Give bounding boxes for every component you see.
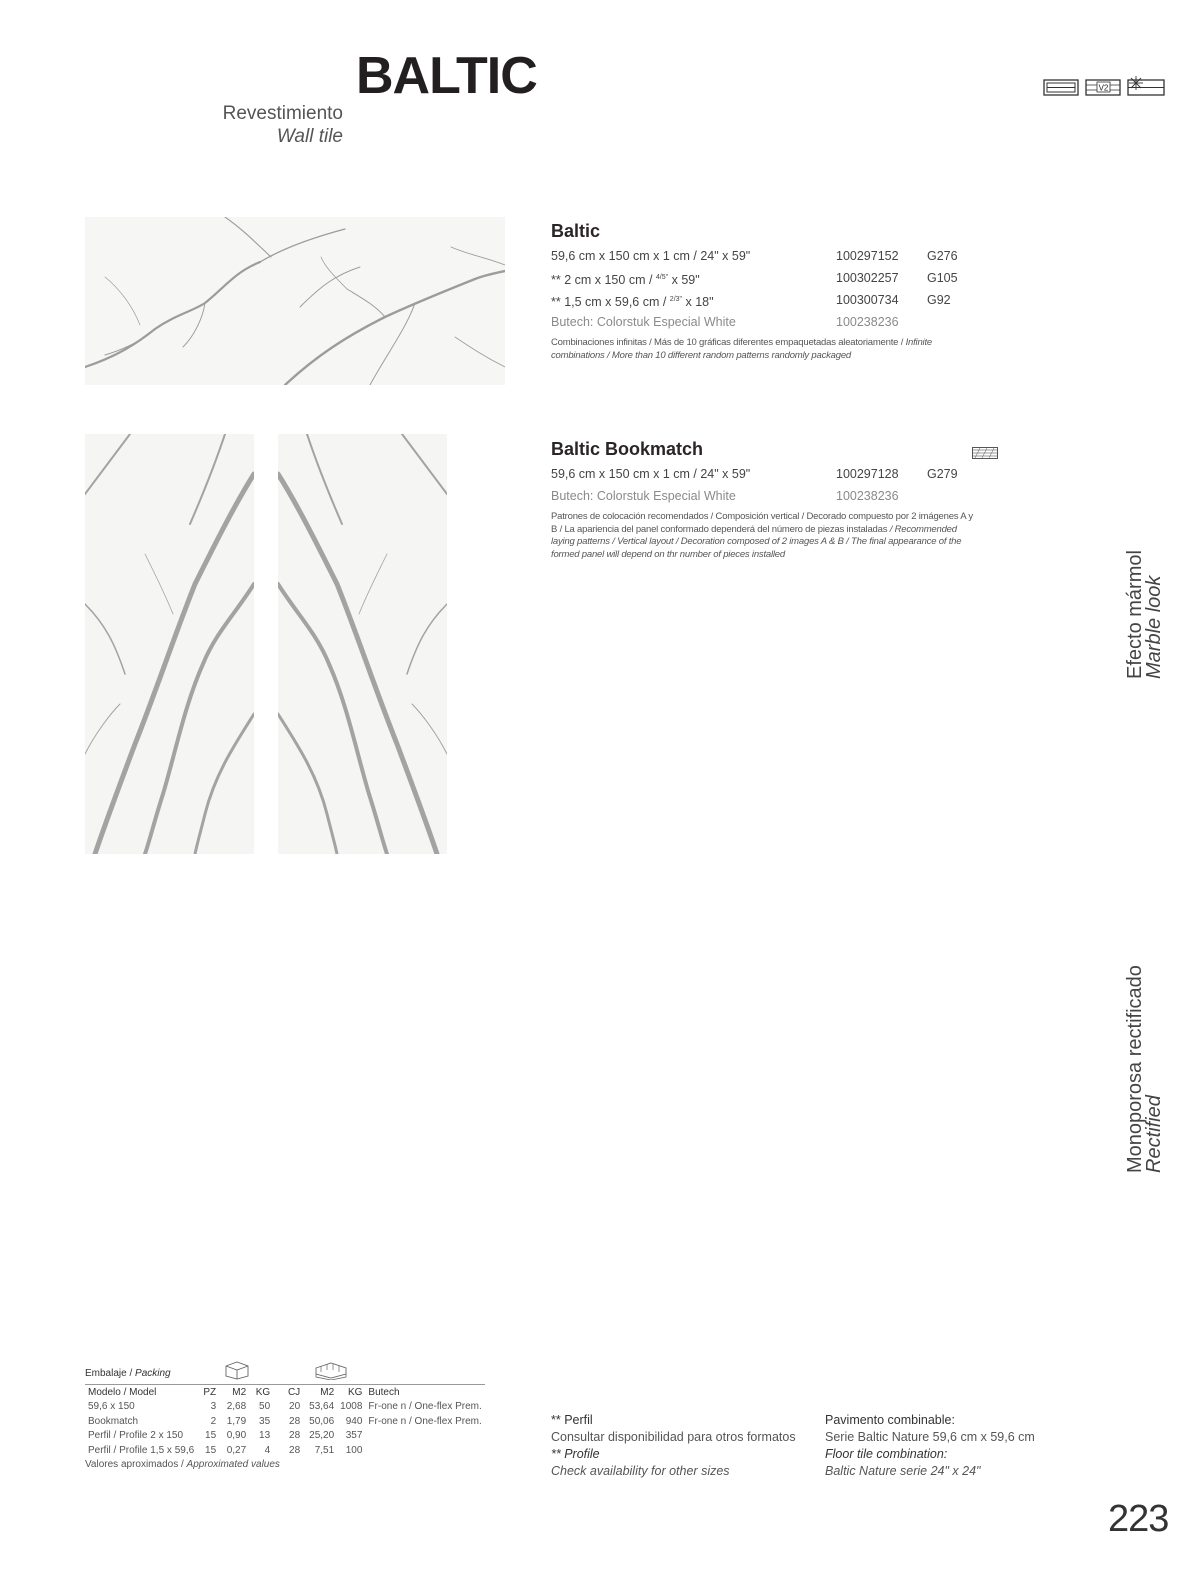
- v2-label: V2: [1098, 83, 1109, 93]
- product-name: Baltic Bookmatch: [551, 439, 704, 459]
- product-code: 100300734: [836, 293, 899, 307]
- wall-tile-icon: [1044, 80, 1078, 95]
- side-label-effect: [1124, 550, 1166, 679]
- type-spanish: Monoporosa rectificado: [1124, 965, 1146, 1173]
- group-code: G92: [927, 293, 951, 307]
- effect-spanish: Efecto mármol: [1124, 550, 1146, 679]
- bookmatch-tile-a-image: [85, 434, 254, 854]
- product-row: [551, 485, 981, 507]
- product-row: [551, 311, 981, 333]
- frost-resistant-icon: [1128, 76, 1164, 95]
- group-code: G105: [927, 271, 958, 285]
- header-m2-box: M2: [303, 1385, 337, 1400]
- product-code: 100297152: [836, 249, 899, 263]
- header-butech: Butech: [365, 1385, 484, 1400]
- packing-footer: Valores aproximados / Approximated values: [85, 1458, 280, 1470]
- product-baltic: [551, 221, 981, 362]
- product-code: 100302257: [836, 271, 899, 285]
- page-number: 223: [1108, 1498, 1169, 1540]
- product-row: [551, 289, 981, 311]
- table-row: Perfil / Profile 1,5 x 59,6 15 0,27 4 28 7,51 100: [88, 1444, 363, 1456]
- product-note: Patrones de colocación recomendados / Composición vertical / Decorado compuesto por 2 imágenes A y B / La apariencia del panel conformado dependerá del número de piezas instaladas / Recommended laying patterns / Vertical layout / Decoration composed of 2 images A & B / The final appearance of the formed panel will depend on thr number of pieces installed: [551, 511, 973, 560]
- product-name: Baltic: [551, 221, 601, 241]
- product-note: Combinaciones infinitas / Más de 10 gráficas diferentes empaquetadas aleatoriamente / Infinite combinations / More than 10 different random patterns randomly packaged: [551, 337, 932, 361]
- packing-title: Embalaje / Packing: [85, 1368, 171, 1379]
- header-model: Modelo / Model: [85, 1385, 197, 1400]
- table-row: 59,6 x 150 3 2,68 50 20 53,64 1008 Fr-one n / One-flex Prem.: [88, 1401, 482, 1413]
- header-pz: PZ: [197, 1385, 219, 1400]
- profile-text: Check availability for other sizes: [551, 1464, 730, 1478]
- size-format: ** 1,5 cm x 59,6 cm / $^{2/3"}$ x 18": [551, 295, 714, 310]
- packing-section: [85, 1360, 500, 1470]
- bookmatch-tile-b-image: [278, 434, 447, 854]
- product-baltic-bookmatch: [551, 439, 981, 561]
- profile-title: ** Profile: [551, 1447, 600, 1461]
- product-code: 100297128: [836, 467, 899, 481]
- perfil-text: Consultar disponibilidad para otros formatos: [551, 1430, 796, 1444]
- size-format: 59,6 cm x 150 cm x 1 cm / 24" x 59": [551, 467, 751, 481]
- product-attribute-icons: [1042, 76, 1166, 98]
- subtitle-spanish: Revestimiento: [222, 103, 343, 124]
- box-icon: [224, 1360, 250, 1380]
- effect-english: Marble look: [1143, 575, 1165, 679]
- header-kg: KG: [249, 1385, 273, 1400]
- type-english: Rectified: [1143, 1095, 1165, 1173]
- product-code: 100238236: [836, 315, 899, 329]
- product-row: [551, 267, 981, 289]
- table-row: Bookmatch 2 1,79 35 28 50,06 940 Fr-one n / One-flex Prem.: [88, 1415, 482, 1427]
- product-row: [551, 245, 981, 267]
- page-title: BALTIC: [356, 47, 537, 105]
- product-code: 100238236: [836, 489, 899, 503]
- size-format: 59,6 cm x 150 cm x 1 cm / 24" x 59": [551, 249, 751, 263]
- floor-text-english: Baltic Nature serie 24" x 24": [825, 1464, 981, 1478]
- butech-product: Butech: Colorstuk Especial White: [551, 315, 736, 329]
- baltic-tile-image: [85, 217, 505, 385]
- subtitle-english: Wall tile: [276, 126, 343, 147]
- group-code: G276: [927, 249, 958, 263]
- perfil-title: ** Perfil: [551, 1413, 593, 1427]
- floor-text-spanish: Serie Baltic Nature 59,6 cm x 59,6 cm: [825, 1430, 1035, 1444]
- butech-product: Butech: Colorstuk Especial White: [551, 489, 736, 503]
- floor-title-spanish: Pavimento combinable:: [825, 1413, 955, 1427]
- v2-shade-variation-icon: [1086, 80, 1120, 95]
- bookmatch-layout-icon: [972, 446, 998, 464]
- profile-footnote: [551, 1412, 811, 1480]
- floor-combination-footnote: [825, 1412, 1085, 1480]
- header-m2: M2: [219, 1385, 249, 1400]
- table-row: Perfil / Profile 2 x 150 15 0,90 13 28 25,20 357: [88, 1430, 363, 1442]
- group-code: G279: [927, 467, 958, 481]
- side-label-type: [1124, 965, 1166, 1173]
- header-kg-box: KG: [337, 1385, 365, 1400]
- packing-table: [85, 1384, 485, 1458]
- size-format: ** 2 cm x 150 cm / $^{4/5"}$ x 59": [551, 273, 700, 288]
- pallet-icon: [313, 1360, 349, 1380]
- product-row: [551, 463, 981, 485]
- floor-title-english: Floor tile combination:: [825, 1447, 948, 1461]
- header-cj: CJ: [273, 1385, 303, 1400]
